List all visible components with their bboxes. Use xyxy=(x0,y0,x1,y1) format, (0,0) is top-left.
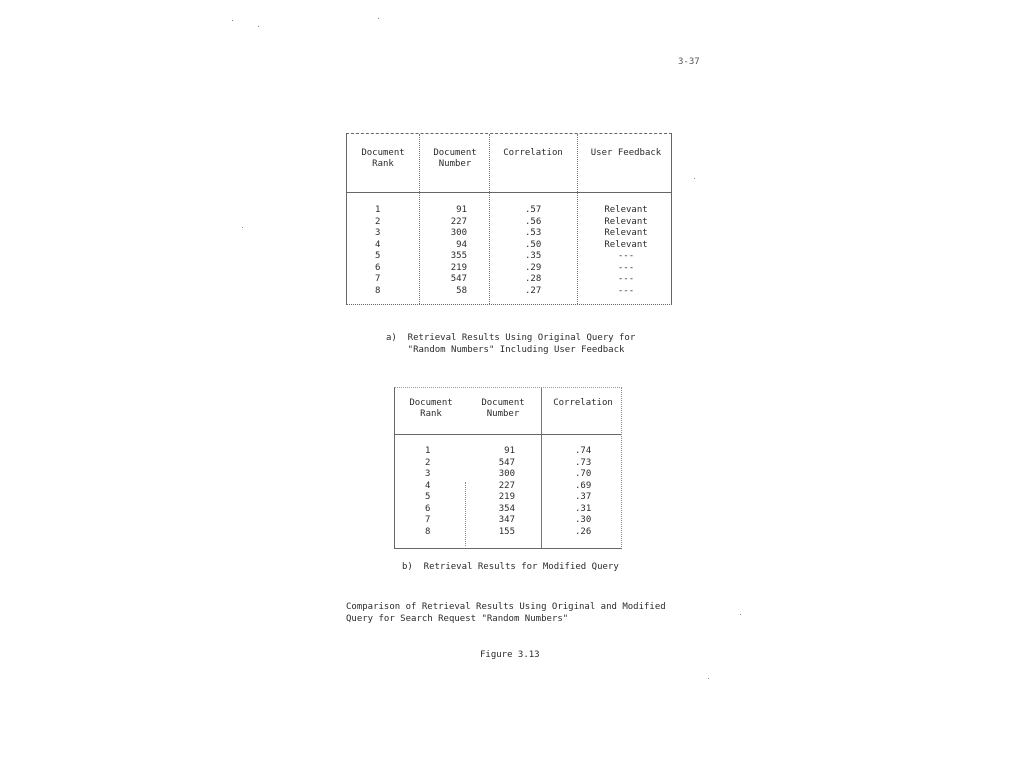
table-cell-correlation: .73 xyxy=(575,457,592,468)
table-cell-rank: 8 xyxy=(425,526,431,537)
column-divider xyxy=(419,134,420,304)
column-user-feedback xyxy=(587,205,665,297)
table-cell-rank: 4 xyxy=(375,239,381,250)
table-cell-correlation: .37 xyxy=(575,492,592,502)
table-b-caption: b) Retrieval Results for Modified Query xyxy=(402,562,619,572)
table-cell-rank: 7 xyxy=(375,274,381,284)
column-document-number xyxy=(443,205,467,297)
table-cell-number: 155 xyxy=(498,526,515,537)
table-cell-rank: 6 xyxy=(375,262,381,273)
scan-speck xyxy=(378,18,379,19)
header-divider xyxy=(347,192,671,193)
table-cell-number: 58 xyxy=(456,285,467,296)
table-cell-rank: 8 xyxy=(375,285,381,296)
header-document-number: Document Number xyxy=(481,398,525,419)
column-divider xyxy=(541,388,542,548)
column-rank xyxy=(425,446,430,538)
table-cell-rank: 6 xyxy=(425,503,431,514)
table-cell-number: 547 xyxy=(498,457,515,468)
table-cell-correlation: .28 xyxy=(525,274,542,284)
table-cell-number: 347 xyxy=(498,515,515,525)
table-cell-correlation: .53 xyxy=(525,228,542,238)
table-cell-correlation: .50 xyxy=(525,239,542,250)
scan-speck xyxy=(232,20,233,21)
table-cell-number: 94 xyxy=(456,239,467,250)
scan-speck xyxy=(242,227,243,228)
results-table-original-query xyxy=(346,133,672,305)
column-divider xyxy=(465,482,466,546)
header-user-feedback: User Feedback xyxy=(590,148,662,158)
table-cell-rank: 7 xyxy=(425,515,431,525)
header-correlation: Correlation xyxy=(553,398,613,408)
table-cell-rank: 4 xyxy=(425,480,431,491)
header-divider xyxy=(395,434,621,435)
header-correlation: Correlation xyxy=(503,148,563,158)
table-a-caption: a) Retrieval Results Using Original Query for "Random Numbers" Including User Feedback xyxy=(386,333,636,355)
table-cell-number: 354 xyxy=(498,503,515,514)
column-rank xyxy=(375,205,380,297)
scan-speck xyxy=(258,26,259,27)
table-cell-number: 219 xyxy=(498,492,515,502)
table-cell-feedback: --- xyxy=(617,262,635,273)
header-document-number: Document Number xyxy=(433,148,477,169)
table-cell-correlation: .74 xyxy=(575,446,592,456)
table-cell-feedback: --- xyxy=(617,274,635,284)
table-cell-rank: 2 xyxy=(425,457,431,468)
table-cell-number: 355 xyxy=(450,251,467,261)
scan-speck xyxy=(740,614,741,615)
table-cell-number: 547 xyxy=(450,274,467,284)
table-cell-feedback: Relevant xyxy=(604,205,648,215)
table-cell-number: 300 xyxy=(450,228,467,238)
table-cell-number: 91 xyxy=(456,205,467,215)
table-cell-rank: 1 xyxy=(375,205,381,215)
table-cell-correlation: .31 xyxy=(575,503,592,514)
table-cell-correlation: .70 xyxy=(575,469,592,479)
table-cell-rank: 1 xyxy=(425,446,431,456)
column-divider xyxy=(577,134,578,304)
header-document-rank: Document Rank xyxy=(361,148,405,169)
table-cell-rank: 3 xyxy=(375,228,381,238)
table-cell-correlation: .57 xyxy=(525,205,542,215)
table-cell-feedback: Relevant xyxy=(604,239,648,250)
page-number: 3-37 xyxy=(678,57,700,67)
table-cell-correlation: .27 xyxy=(525,285,542,296)
table-cell-number: 227 xyxy=(498,480,515,491)
table-cell-feedback: --- xyxy=(617,285,635,296)
table-cell-feedback: Relevant xyxy=(604,228,648,238)
table-cell-rank: 5 xyxy=(425,492,431,502)
column-divider xyxy=(489,134,490,304)
table-cell-number: 219 xyxy=(450,262,467,273)
table-cell-correlation: .29 xyxy=(525,262,542,273)
table-cell-feedback: Relevant xyxy=(604,216,648,227)
table-cell-feedback: --- xyxy=(617,251,635,261)
table-cell-number: 91 xyxy=(504,446,515,456)
table-cell-correlation: .30 xyxy=(575,515,592,525)
column-document-number xyxy=(491,446,515,538)
column-correlation xyxy=(525,205,541,297)
table-cell-correlation: .56 xyxy=(525,216,542,227)
table-cell-correlation: .69 xyxy=(575,480,592,491)
table-cell-number: 227 xyxy=(450,216,467,227)
figure-label: Figure 3.13 xyxy=(480,650,540,660)
scan-speck xyxy=(708,678,709,679)
scan-speck xyxy=(694,178,695,179)
table-cell-rank: 3 xyxy=(425,469,431,479)
table-cell-rank: 2 xyxy=(375,216,381,227)
figure-caption: Comparison of Retrieval Results Using Original and Modified Query for Search Request "Random Numbers" xyxy=(346,602,666,624)
table-cell-correlation: .35 xyxy=(525,251,542,261)
table-cell-number: 300 xyxy=(498,469,515,479)
table-cell-correlation: .26 xyxy=(575,526,592,537)
column-correlation xyxy=(575,446,591,538)
header-document-rank: Document Rank xyxy=(409,398,453,419)
results-table-modified-query xyxy=(394,387,622,549)
table-cell-rank: 5 xyxy=(375,251,381,261)
